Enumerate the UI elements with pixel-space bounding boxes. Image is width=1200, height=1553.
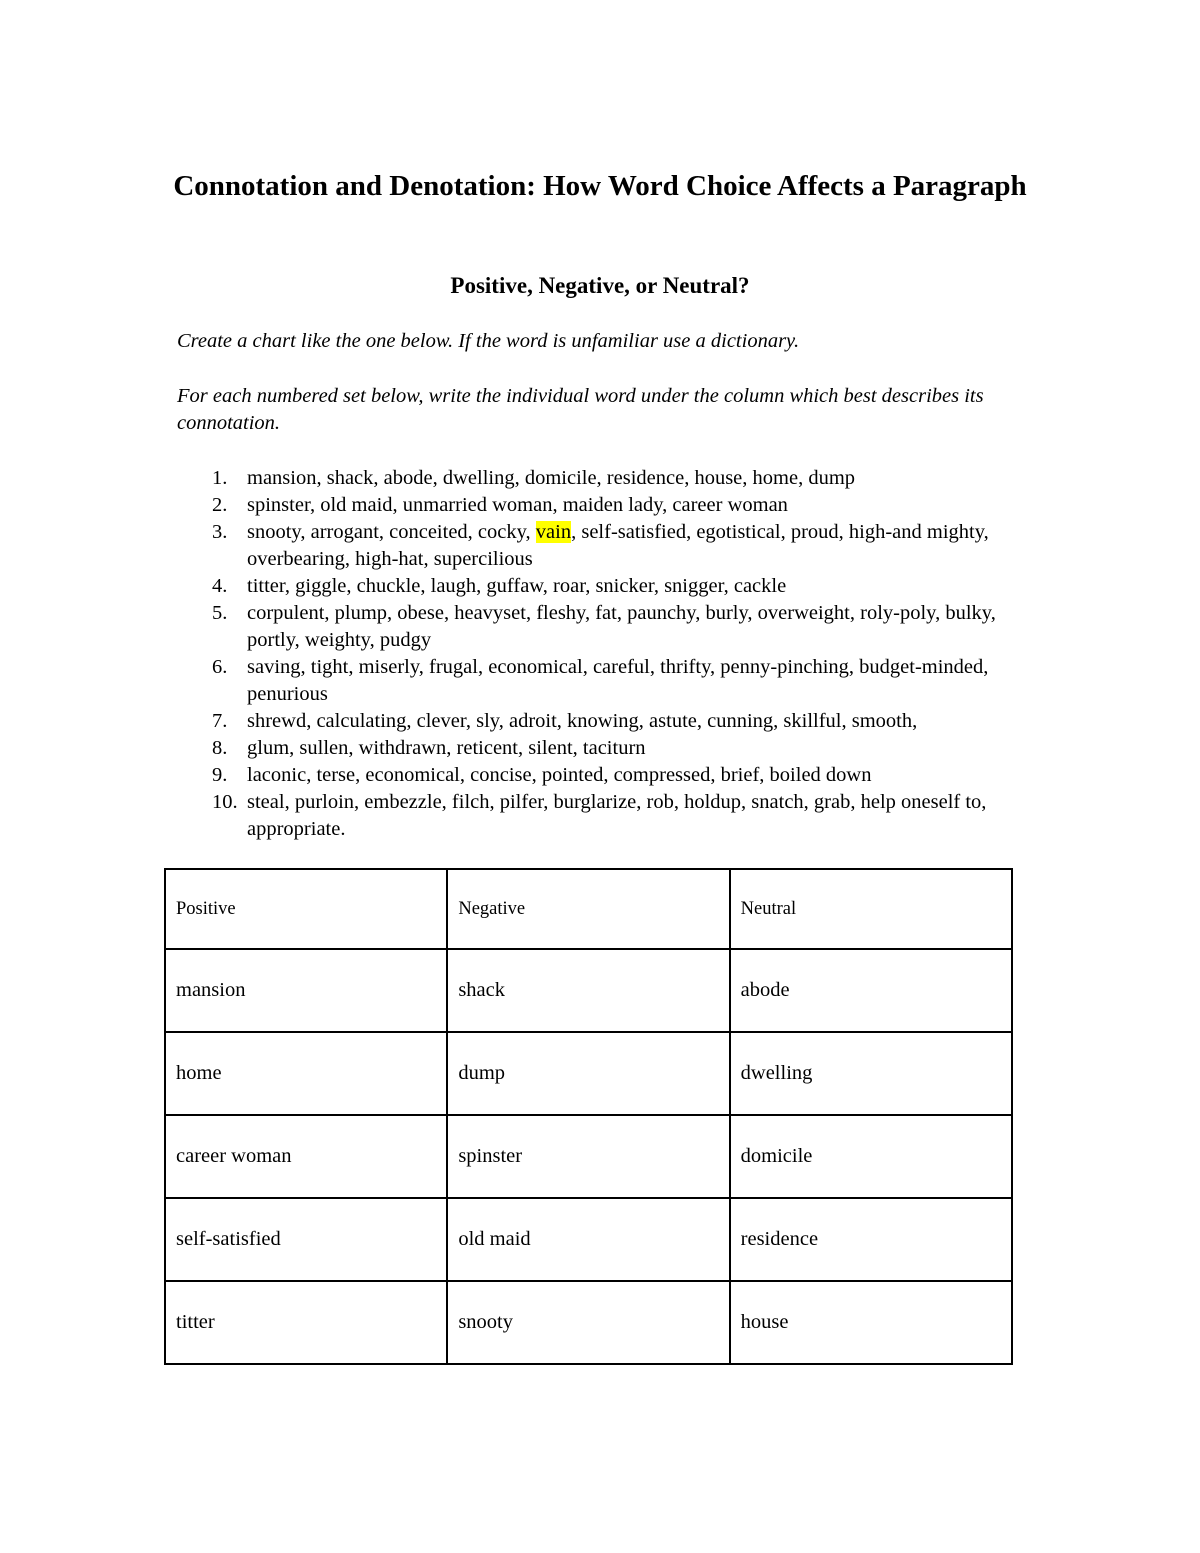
list-item (177, 492, 1047, 519)
word-set-text: snooty, arrogant, conceited, cocky, (247, 521, 536, 543)
list-item (177, 654, 1047, 708)
list-number: 7. (212, 710, 228, 732)
list-number: 2. (212, 494, 228, 516)
table-row (165, 1115, 1012, 1198)
page-subtitle: Positive, Negative, or Neutral? (450, 273, 750, 298)
list-item (177, 708, 1047, 735)
list-number: 9. (212, 764, 228, 786)
table-cell: titter (165, 1281, 447, 1364)
column-header-negative: Negative (447, 869, 729, 949)
word-set-text: spinster, old maid, unmarried woman, maiden lady, career woman (247, 494, 788, 516)
list-number: 1. (212, 467, 228, 489)
table-row (165, 1198, 1012, 1281)
table-row (165, 949, 1012, 1032)
list-item (177, 465, 1047, 492)
page-title: Connotation and Denotation: How Word Choice Affects a Paragraph (173, 170, 1027, 202)
table-header-row (165, 869, 1012, 949)
list-number: 6. (212, 656, 228, 678)
table-cell: home (165, 1032, 447, 1115)
table-cell: shack (447, 949, 729, 1032)
table-cell: abode (730, 949, 1012, 1032)
word-set-text: mansion, shack, abode, dwelling, domicile, residence, house, home, dump (247, 467, 856, 489)
word-set-text: laconic, terse, economical, concise, pointed, compressed, brief, boiled down (247, 764, 872, 786)
list-number: 10. (212, 791, 238, 813)
list-item (177, 735, 1047, 762)
table-cell: house (730, 1281, 1012, 1364)
column-header-positive: Positive (165, 869, 447, 949)
word-set-list (177, 465, 1047, 843)
instruction-text: Create a chart like the one below. If the word is unfamiliar use a dictionary. (177, 330, 800, 352)
table-cell: residence (730, 1198, 1012, 1281)
highlighted-word: vain (535, 521, 572, 543)
word-set-text: glum, sullen, withdrawn, reticent, silent, taciturn (247, 737, 646, 759)
list-number: 3. (212, 521, 228, 543)
list-number: 4. (212, 575, 228, 597)
column-header-neutral: Neutral (730, 869, 1012, 949)
word-set-text: steal, purloin, embezzle, filch, pilfer, burglarize, rob, holdup, snatch, grab, help oneself to, appropriate. (247, 791, 987, 840)
table-cell: old maid (447, 1198, 729, 1281)
list-item (177, 789, 1047, 843)
table-row (165, 1032, 1012, 1115)
table-cell: mansion (165, 949, 447, 1032)
table-cell: career woman (165, 1115, 447, 1198)
list-item (177, 600, 1047, 654)
list-number: 8. (212, 737, 228, 759)
instruction-text: For each numbered set below, write the individual word under the column which best describes its connotation. (177, 385, 984, 434)
connotation-chart (164, 868, 1013, 1365)
word-set-text: corpulent, plump, obese, heavyset, fleshy, fat, paunchy, burly, overweight, roly-poly, bulky, portly, weighty, pudgy (247, 602, 996, 651)
list-item (177, 762, 1047, 789)
word-set-text: , self-satisfied, egotistical, proud, high-and mighty, overbearing, high-hat, supercilious (247, 521, 989, 570)
list-number: 5. (212, 602, 228, 624)
table-cell: dwelling (730, 1032, 1012, 1115)
word-set-text: saving, tight, miserly, frugal, economical, careful, thrifty, penny-pinching, budget-minded, penurious (247, 656, 989, 705)
list-item (177, 573, 1047, 600)
table-cell: self-satisfied (165, 1198, 447, 1281)
list-item (177, 519, 1047, 573)
table-cell: dump (447, 1032, 729, 1115)
word-set-text: titter, giggle, chuckle, laugh, guffaw, roar, snicker, snigger, cackle (247, 575, 787, 597)
table-cell: domicile (730, 1115, 1012, 1198)
word-set-text: shrewd, calculating, clever, sly, adroit, knowing, astute, cunning, skillful, smooth, (247, 710, 918, 732)
table-cell: spinster (447, 1115, 729, 1198)
table-row (165, 1281, 1012, 1364)
table-cell: snooty (447, 1281, 729, 1364)
